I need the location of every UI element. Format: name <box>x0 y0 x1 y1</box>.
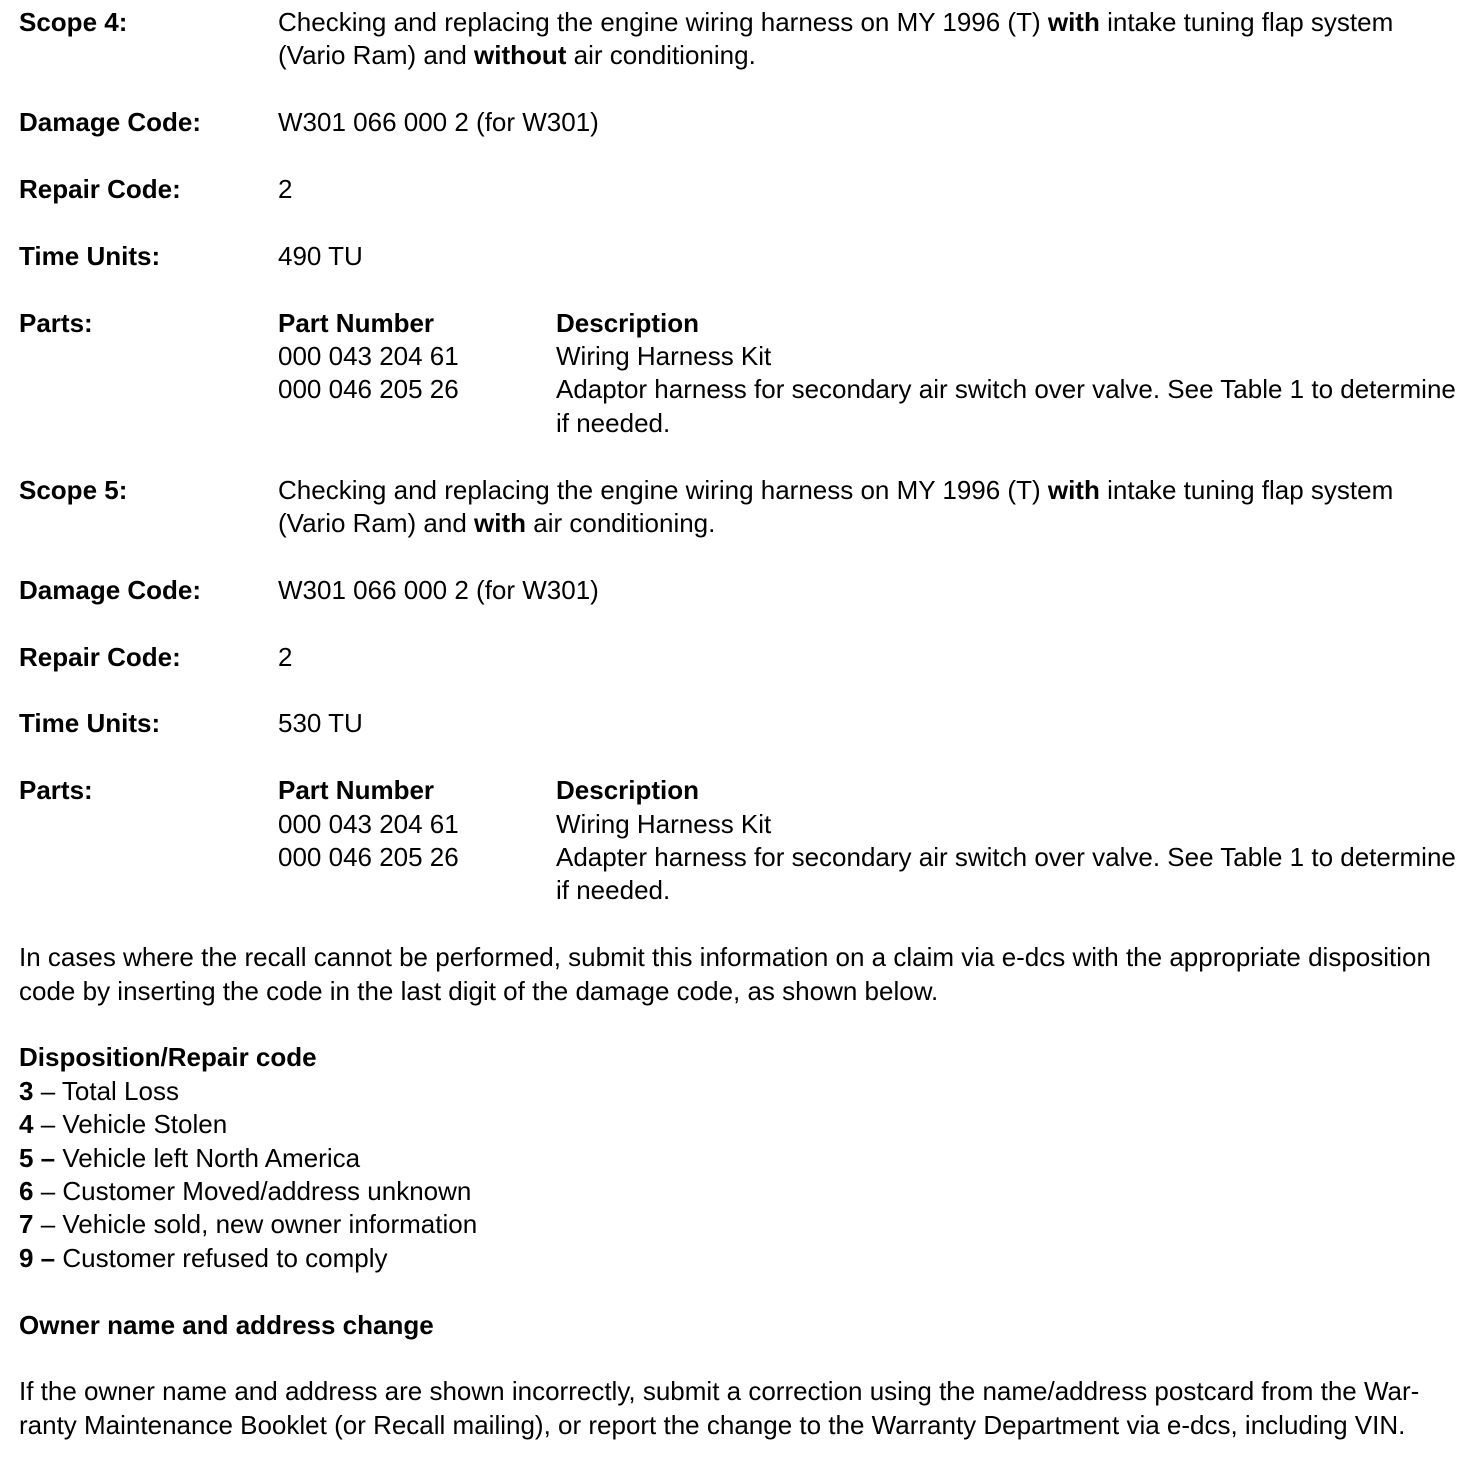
part-number-header: Part Number <box>278 307 435 338</box>
disposition-text: – Vehicle sold, new owner information <box>33 1209 478 1240</box>
part-description: Wiring Harness Kit <box>556 808 772 839</box>
disposition-text: Customer refused to comply <box>55 1242 388 1273</box>
part-description: Adaptor harness for secondary air switch over valve. See Table 1 to determine if needed. <box>556 374 1456 438</box>
list-item <box>19 1242 1459 1275</box>
disposition-heading: Disposition/Repair code <box>19 1042 317 1073</box>
scope-5-time-row <box>19 707 1459 740</box>
damage-code-value: W301 066 000 2 (for W301) <box>278 107 599 138</box>
list-item <box>19 1075 1459 1108</box>
scope-5-repair-row <box>19 641 1459 674</box>
time-units-label: Time Units: <box>19 240 161 271</box>
disposition-text: – Vehicle Stolen <box>33 1109 228 1140</box>
disposition-code: 3 <box>19 1075 34 1106</box>
scope-5-text-pre: Checking and replacing the engine wiring harness on MY 1996 (T) <box>278 474 1048 505</box>
scope-5-damage-row <box>19 574 1459 607</box>
scope-4-label: Scope 4: <box>19 7 128 37</box>
time-units-value: 530 TU <box>278 708 363 739</box>
damage-code-label: Damage Code: <box>19 107 202 138</box>
repair-code-label: Repair Code: <box>19 174 181 204</box>
scope-5-text <box>278 474 1459 541</box>
part-number-header: Part Number <box>278 775 435 806</box>
scope-4-text-pre: Checking and replacing the engine wiring harness on MY 1996 (T) <box>278 7 1048 37</box>
scope-5-label: Scope 5: <box>19 474 128 505</box>
scope-5-row <box>19 474 1459 541</box>
damage-code-label: Damage Code: <box>19 574 202 605</box>
disposition-code: 9 – <box>19 1242 56 1273</box>
part-number: 000 046 205 26 <box>278 842 459 873</box>
scope-4-parts-row <box>19 307 1459 441</box>
disposition-list <box>19 1075 1459 1275</box>
disposition-text: – Total Loss <box>33 1075 179 1106</box>
disposition-text: Vehicle left North America <box>55 1142 361 1173</box>
scope-5-section <box>19 474 1459 908</box>
scope-4-text-post: air conditioning. <box>566 40 756 71</box>
time-units-label: Time Units: <box>19 708 161 739</box>
scope-4-repair-row <box>19 173 1459 206</box>
list-item <box>19 1142 1459 1175</box>
disposition-code: 7 <box>19 1209 34 1240</box>
disposition-text: – Customer Moved/address unknown <box>33 1176 472 1207</box>
parts-table <box>278 307 1459 441</box>
parts-label: Parts: <box>19 307 93 338</box>
disposition-code: 5 – <box>19 1142 56 1173</box>
repair-code-value: 2 <box>278 641 293 672</box>
scope-5-parts-row <box>19 774 1459 908</box>
scope-5-text-bold-with: with <box>1047 474 1100 505</box>
disposition-code: 6 <box>19 1176 34 1207</box>
scope-4-row <box>19 6 1459 73</box>
parts-table <box>278 774 1459 908</box>
part-number: 000 046 205 26 <box>278 374 459 405</box>
repair-code-label: Repair Code: <box>19 641 181 672</box>
scope-4-damage-row <box>19 106 1459 139</box>
scope-5-text-bold-with-ac: with <box>474 508 527 539</box>
scope-4-time-row <box>19 240 1459 273</box>
list-item <box>19 1108 1459 1141</box>
scope-4-section <box>19 6 1459 440</box>
damage-code-value: W301 066 000 2 (for W301) <box>278 574 599 605</box>
part-number: 000 043 204 61 <box>278 808 459 839</box>
document-page <box>19 6 1459 1442</box>
scope-4-text-bold-with: with <box>1047 7 1100 37</box>
list-item <box>19 1175 1459 1208</box>
scope-5-text-mid: intake tuning flap system (Vario Ram) and <box>278 474 1394 539</box>
time-units-value: 490 TU <box>278 240 363 271</box>
part-description: Adapter harness for secondary air switch over valve. See Table 1 to determine if needed. <box>556 842 1456 906</box>
repair-code-value: 2 <box>278 174 293 204</box>
description-header: Description <box>556 775 700 806</box>
scope-4-text-mid: intake tuning flap system (Vario Ram) and <box>278 7 1394 71</box>
parts-label: Parts: <box>19 775 93 806</box>
scope-4-text-bold-without: without <box>474 40 567 71</box>
description-header: Description <box>556 307 700 338</box>
part-number: 000 043 204 61 <box>278 341 459 371</box>
scope-5-text-post: air conditioning. <box>526 508 716 539</box>
owner-change-heading: Owner name and address change <box>19 1309 434 1340</box>
part-description: Wiring Harness Kit <box>556 341 772 371</box>
disposition-code: 4 <box>19 1109 34 1140</box>
recall-note: In cases where the recall cannot be performed, submit this information on a claim via e-dcs with the appropriate disposition code by inserting the code in the last digit of the damage code, as shown below. <box>19 942 1431 1006</box>
list-item <box>19 1208 1459 1241</box>
scope-4-text <box>278 6 1459 73</box>
owner-change-text: If the owner name and address are shown incorrectly, submit a correction using the name/address postcard from the War-ranty Maintenance Booklet (or Recall mailing), or report the change to the Warranty Department via e-dcs, including VIN. <box>19 1376 1420 1440</box>
